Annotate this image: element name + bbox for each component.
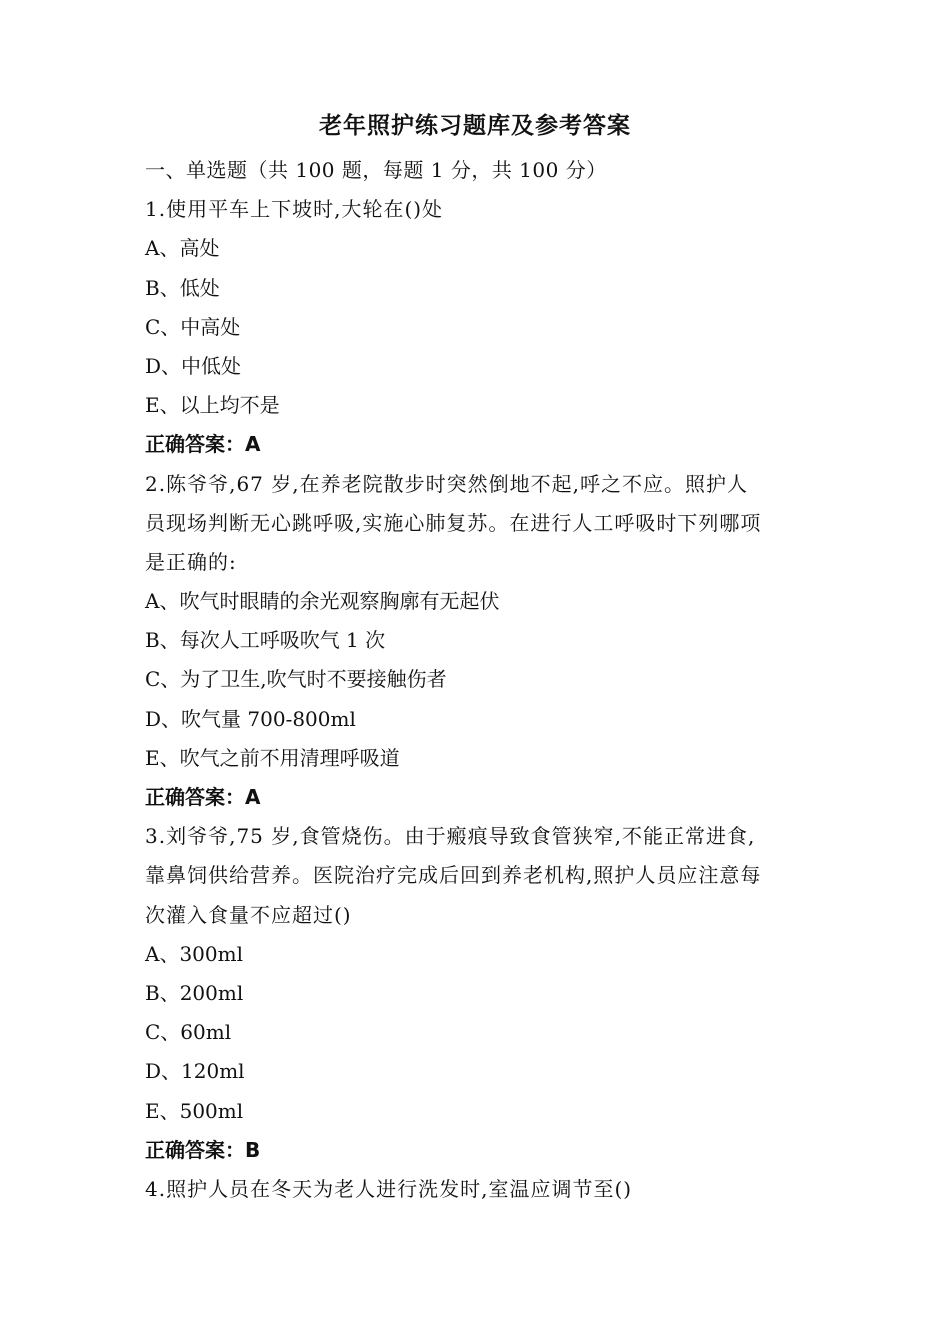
document-body bbox=[145, 151, 810, 1209]
question-stem: 1.使用平车上下坡时,大轮在()处 bbox=[145, 197, 444, 222]
question-block-2 bbox=[145, 465, 810, 818]
option-d: D、吹气量 700-800ml bbox=[145, 706, 356, 731]
option-b: B、200ml bbox=[145, 980, 244, 1005]
question-stem: 2.陈爷爷,67 岁,在养老院散步时突然倒地不起,呼之不应。照护人 bbox=[145, 471, 748, 496]
question-stem: 4.照护人员在冬天为老人进行洗发时,室温应调节至() bbox=[145, 1176, 633, 1201]
option-d: D、120ml bbox=[145, 1059, 245, 1084]
question-stem: 是正确的: bbox=[145, 549, 237, 574]
option-c: C、为了卫生,吹气时不要接触伤者 bbox=[145, 667, 447, 692]
option-c: C、中高处 bbox=[145, 314, 241, 339]
option-e: E、500ml bbox=[145, 1098, 244, 1123]
document-title: 老年照护练习题库及参考答案 bbox=[319, 112, 631, 139]
option-e: E、以上均不是 bbox=[145, 393, 280, 418]
question-stem: 靠鼻饲供给营养。医院治疗完成后回到养老机构,照护人员应注意每 bbox=[145, 863, 762, 888]
option-a: A、300ml bbox=[145, 941, 243, 966]
option-a: A、高处 bbox=[145, 236, 220, 261]
question-block-3 bbox=[145, 817, 810, 1170]
option-b: B、每次人工呼吸吹气 1 次 bbox=[145, 628, 386, 653]
option-d: D、中低处 bbox=[145, 353, 242, 378]
option-e: E、吹气之前不用清理呼吸道 bbox=[145, 745, 400, 770]
question-block-1 bbox=[145, 190, 810, 464]
question-stem: 次灌入食量不应超过() bbox=[145, 902, 352, 927]
question-block-4 bbox=[145, 1170, 810, 1209]
correct-answer: 正确答案：A bbox=[145, 432, 261, 457]
section-heading: 一、单选题（共 100 题，每题 1 分，共 100 分） bbox=[145, 158, 607, 182]
option-b: B、低处 bbox=[145, 275, 220, 300]
question-stem: 3.刘爷爷,75 岁,食管烧伤。由于瘢痕导致食管狭窄,不能正常进食, bbox=[145, 824, 756, 849]
correct-answer: 正确答案：B bbox=[145, 1137, 261, 1162]
correct-answer: 正确答案：A bbox=[145, 785, 261, 809]
question-stem: 员现场判断无心跳呼吸,实施心肺复苏。在进行人工呼吸时下列哪项 bbox=[145, 510, 762, 535]
option-a: A、吹气时眼睛的余光观察胸廓有无起伏 bbox=[145, 589, 500, 614]
option-c: C、60ml bbox=[145, 1020, 232, 1045]
